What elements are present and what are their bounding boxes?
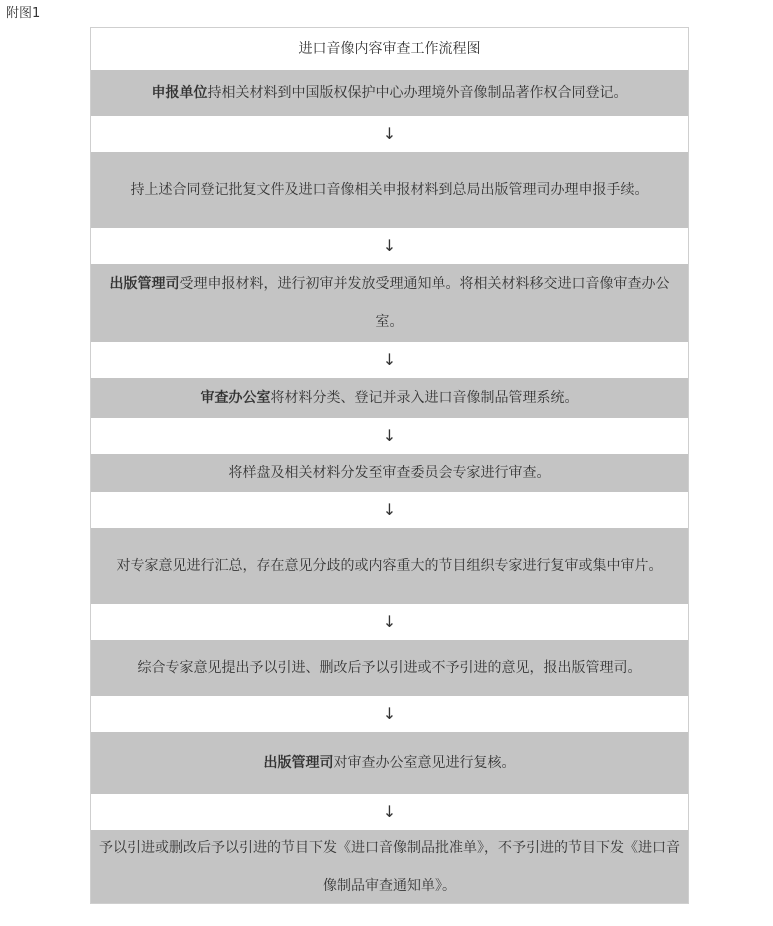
step-text: 持上述合同登记批复文件及进口音像相关申报材料到总局出版管理司办理申报手续。 — [130, 182, 649, 198]
down-arrow-icon: ↓ — [91, 696, 688, 732]
down-arrow-icon: ↓ — [91, 342, 688, 378]
flow-step-7 — [91, 640, 688, 696]
flowchart-title: 进口音像内容审查工作流程图 — [91, 28, 688, 70]
step-text: 将样盘及相关材料分发至审查委员会专家进行审查。 — [228, 465, 551, 481]
down-arrow-icon: ↓ — [91, 492, 688, 528]
step-text: 持相关材料到中国版权保护中心办理境外音像制品著作权合同登记。 — [207, 85, 628, 101]
flow-step-1 — [91, 70, 688, 116]
down-arrow-icon: ↓ — [91, 604, 688, 640]
flow-step-3 — [91, 264, 688, 342]
step-text: 对专家意见进行汇总，存在意见分歧的或内容重大的节目组织专家进行复审或集中审片。 — [116, 558, 663, 574]
step-actor: 审查办公室 — [200, 390, 271, 406]
down-arrow-icon: ↓ — [91, 228, 688, 264]
flow-step-2 — [91, 152, 688, 228]
step-text: 对审查办公室意见进行复核。 — [333, 755, 516, 771]
step-text: 受理申报材料，进行初审并发放受理通知单。将相关材料移交进口音像审查办公室。 — [179, 276, 670, 330]
step-actor: 申报单位 — [151, 85, 208, 101]
flowchart-table — [90, 27, 689, 904]
flow-step-5 — [91, 454, 688, 492]
step-text: 综合专家意见提出予以引进、删改后予以引进或不予引进的意见，报出版管理司。 — [137, 660, 642, 676]
step-actor: 出版管理司 — [263, 755, 334, 771]
flow-step-4 — [91, 378, 688, 418]
figure-caption: 附图1 — [6, 6, 41, 21]
step-text: 予以引进或删改后予以引进的节目下发《进口音像制品批准单》，不予引进的节目下发《进口音像制品审查通知单》。 — [99, 839, 680, 894]
down-arrow-icon: ↓ — [91, 794, 688, 830]
down-arrow-icon: ↓ — [91, 116, 688, 152]
down-arrow-icon: ↓ — [91, 418, 688, 454]
step-text: 将材料分类、登记并录入进口音像制品管理系统。 — [270, 390, 579, 406]
flow-step-6 — [91, 528, 688, 604]
flow-step-9 — [91, 830, 688, 903]
step-actor: 出版管理司 — [109, 276, 180, 292]
flow-step-8 — [91, 732, 688, 794]
